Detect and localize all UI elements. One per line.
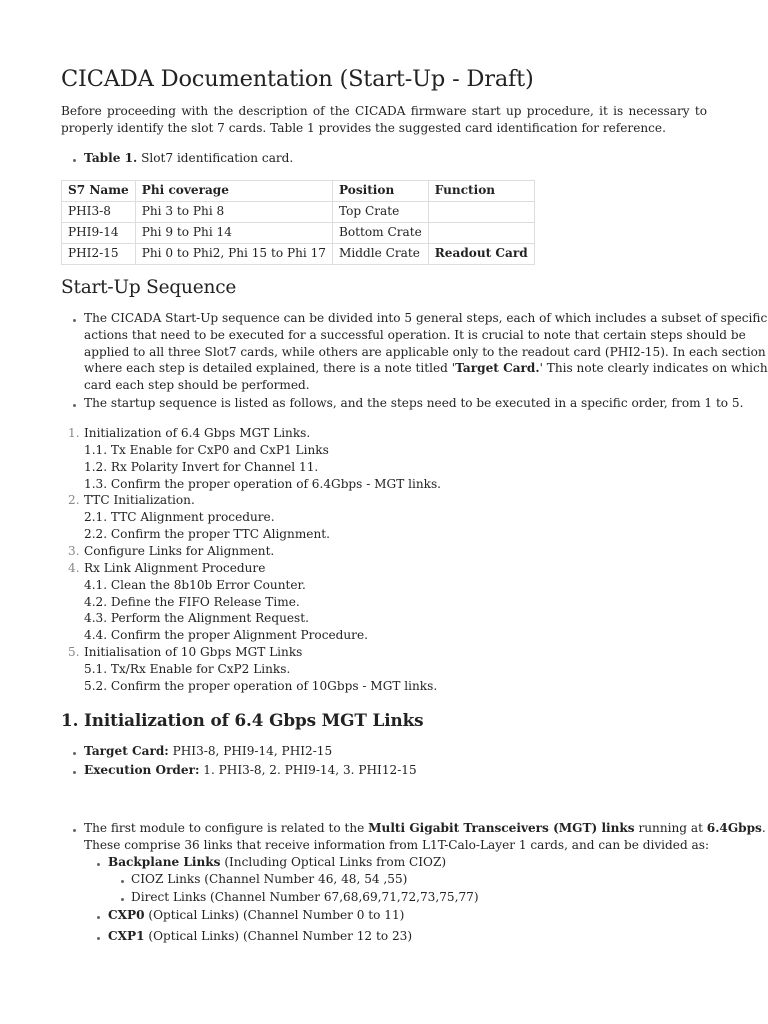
backplane-links-text: (Including Optical Links from CIOZ) [220, 855, 447, 869]
bullet-marker [121, 898, 124, 901]
cxp1-label: CXP1 [108, 929, 145, 943]
text-line: applied to all three Slot7 cards, while others are applicable only to the readout card (PHI2-15). In each section [84, 344, 766, 359]
section1-heading: 1. Initialization of 6.4 Gbps MGT Links [61, 710, 424, 730]
table-header-cell: Position [332, 181, 428, 202]
cxp0-item [108, 907, 404, 924]
table-header-row [62, 181, 535, 202]
cxp0-text: (Optical Links) (Channel Number 0 to 11) [144, 908, 405, 922]
table-header-cell: Phi coverage [135, 181, 332, 202]
readout-card-label: Readout Card [434, 246, 528, 260]
bullet-marker [121, 880, 124, 883]
page-title: CICADA Documentation (Start-Up - Draft) [61, 66, 534, 92]
target-card-term: Target Card. [455, 361, 540, 376]
text-fragment: where each step is detailed explained, there is a note titled ' [84, 361, 456, 376]
bullet-marker [73, 771, 76, 774]
startup-order-note: The startup sequence is listed as follows, and the steps need to be executed in a specific order, from 1 to 5. [84, 396, 744, 410]
text-line [84, 820, 766, 837]
step-substep: 1.3. Confirm the proper operation of 6.4Gbps - MGT links. [84, 476, 442, 491]
step-substep: 1.1. Tx Enable for CxP0 and CxP1 Links [84, 442, 329, 457]
text-fragment: running at [634, 821, 707, 835]
bullet-marker [73, 829, 76, 832]
table-cell: Top Crate [332, 202, 428, 223]
intro-paragraph: Before proceeding with the description of the CICADA firmware start up procedure, it is necessary to properly identify the slot 7 cards. Table 1 provides the suggested card identification for reference. [61, 104, 707, 135]
startup-heading: Start-Up Sequence [61, 277, 237, 298]
bullet-marker [73, 159, 76, 162]
startup-description [84, 310, 768, 394]
table-cell: Phi 9 to Phi 14 [135, 223, 332, 244]
step-label: Initialisation of 10 Gbps MGT Links [84, 645, 303, 660]
step-number: 3. [68, 543, 80, 558]
table-cell: Phi 0 to Phi2, Phi 15 to Phi 17 [135, 244, 332, 265]
cxp0-label: CXP0 [108, 908, 145, 922]
slot7-identification-table [61, 180, 535, 265]
step-label: Initialization of 6.4 Gbps MGT Links. [84, 426, 311, 440]
bullet-marker [97, 937, 100, 940]
cxp1-item [108, 928, 412, 945]
step-number: 4. [68, 560, 80, 575]
step-substep: 4.3. Perform the Alignment Request. [84, 611, 309, 626]
execution-order-line [84, 762, 417, 779]
step-number: 2. [68, 493, 80, 508]
table-cell: Bottom Crate [332, 223, 428, 244]
table-cell [428, 244, 534, 265]
text-fragment: ' This note clearly indicates on which [539, 361, 768, 376]
step-substep: 4.1. Clean the 8b10b Error Counter. [84, 577, 306, 592]
table-row [62, 244, 535, 265]
step-label: TTC Initialization. [84, 493, 195, 508]
table-cell: Middle Crate [332, 244, 428, 265]
table-caption-label: Table 1. [84, 151, 138, 165]
backplane-links-item [108, 854, 446, 871]
cxp1-text: (Optical Links) (Channel Number 12 to 23) [144, 929, 413, 943]
table-cell: Phi 3 to Phi 8 [135, 202, 332, 223]
table-caption-text: Slot7 identification card. [137, 151, 294, 165]
step-label: Configure Links for Alignment. [84, 543, 275, 558]
bullet-marker [73, 404, 76, 407]
execution-order-value: 1. PHI3-8, 2. PHI9-14, 3. PHI12-15 [199, 763, 417, 777]
bullet-marker [73, 752, 76, 755]
table-caption [84, 150, 704, 167]
text-line [84, 360, 768, 377]
table-cell: PHI3-8 [62, 202, 136, 223]
cioz-links-item: CIOZ Links (Channel Number 46, 48, 54 ,55) [131, 872, 408, 886]
bullet-marker [97, 916, 100, 919]
module-description [84, 820, 766, 854]
direct-links-item: Direct Links (Channel Number 67,68,69,71,72,73,75,77) [131, 890, 479, 904]
text-fragment: . [761, 821, 766, 835]
step-substep: 5.2. Confirm the proper operation of 10Gbps - MGT links. [84, 678, 438, 693]
step-substep: 1.2. Rx Polarity Invert for Channel 11. [84, 459, 319, 474]
table-row [62, 202, 535, 223]
execution-order-label: Execution Order: [84, 763, 200, 777]
text-line: These comprise 36 links that receive information from L1T-Calo-Layer 1 cards, and can be divided as: [84, 837, 710, 852]
table-row [62, 223, 535, 244]
step-substep: 4.2. Define the FIFO Release Time. [84, 594, 300, 609]
target-card-line [84, 743, 332, 760]
speed-term: 6.4Gbps [706, 821, 762, 835]
step-substep: 2.1. TTC Alignment procedure. [84, 510, 275, 525]
mgt-links-term: Multi Gigabit Transceivers (MGT) links [368, 821, 635, 835]
bullet-marker [97, 863, 100, 866]
table-cell: PHI2-15 [62, 244, 136, 265]
bullet-marker [73, 319, 76, 322]
table-cell [428, 223, 534, 244]
table-cell [428, 202, 534, 223]
table-cell: PHI9-14 [62, 223, 136, 244]
text-line: actions that need to be executed for a successful operation. It is crucial to note that certain steps should be [84, 327, 746, 342]
step-label: Rx Link Alignment Procedure [84, 560, 266, 575]
text-line: The CICADA Start-Up sequence can be divided into 5 general steps, each of which includes a subset of specific [84, 311, 768, 325]
table-header-cell: S7 Name [62, 181, 136, 202]
step-substep: 2.2. Confirm the proper TTC Alignment. [84, 527, 330, 542]
step-number: 5. [68, 645, 80, 660]
backplane-links-label: Backplane Links [108, 855, 221, 869]
step-substep: 4.4. Confirm the proper Alignment Procedure. [84, 628, 368, 643]
text-line: card each step should be performed. [84, 378, 310, 393]
text-fragment: The first module to configure is related to the [84, 821, 369, 835]
step-substep: 5.1. Tx/Rx Enable for CxP2 Links. [84, 661, 291, 676]
target-card-label: Target Card: [84, 744, 169, 758]
step-number: 1. [68, 426, 80, 440]
table-header-cell: Function [428, 181, 534, 202]
target-card-value: PHI3-8, PHI9-14, PHI2-15 [168, 744, 333, 758]
